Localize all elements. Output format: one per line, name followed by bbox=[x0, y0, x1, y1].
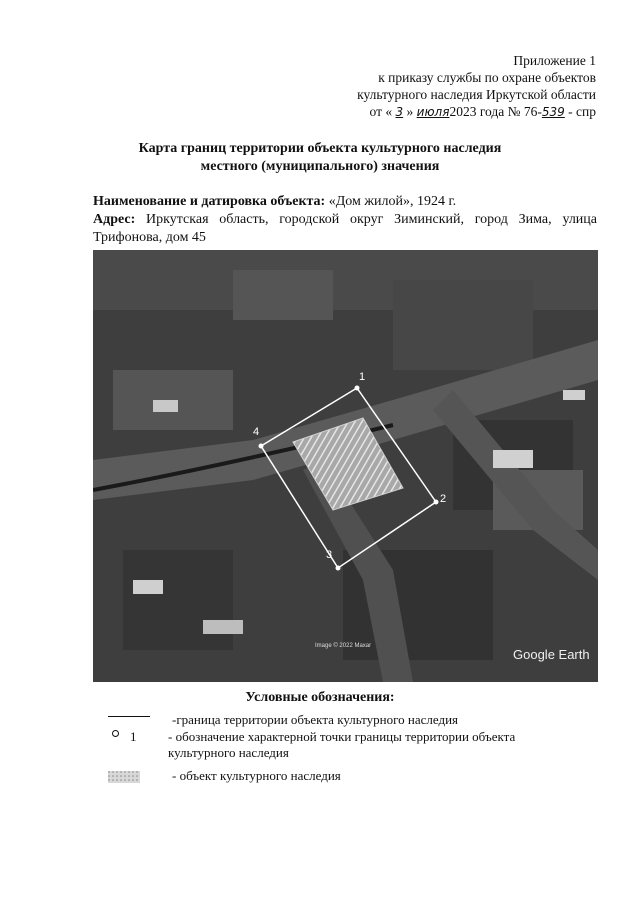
legend-line-symbol bbox=[108, 716, 150, 717]
appendix-line-2: к приказу службы по охране объектов bbox=[378, 70, 596, 85]
map-watermark: Google Earth bbox=[513, 647, 590, 662]
legend-point-symbol bbox=[112, 730, 119, 737]
title-line-2: местного (муниципального) значения bbox=[200, 159, 440, 174]
date-mid: » bbox=[406, 104, 414, 119]
legend-point-text: - обозначение характерной точки границы территории объекта культурного наследия bbox=[168, 729, 516, 760]
legend-hatch-text: - объект культурного наследия bbox=[172, 768, 341, 783]
date-month: июля bbox=[416, 105, 450, 119]
legend-point-number: 1 bbox=[130, 729, 137, 744]
title-line-1: Карта границ территории объекта культурного наследия bbox=[138, 141, 502, 156]
legend-hatch-symbol bbox=[108, 770, 140, 782]
address-value: Иркутская область, городской округ Зиминский, город Зима, улица Трифонова, дом 45 bbox=[93, 212, 598, 245]
point-label-3: 3 bbox=[326, 549, 333, 561]
object-name-label: Наименование и датировка объекта: bbox=[93, 194, 326, 209]
appendix-line-3: культурного наследия Иркутской области bbox=[357, 87, 596, 102]
object-name-value: «Дом жилой», 1924 г. bbox=[328, 194, 457, 209]
date-day: 3 bbox=[395, 105, 404, 119]
order-number: 539 bbox=[541, 105, 565, 119]
point-label-1: 1 bbox=[359, 371, 366, 383]
document-title bbox=[0, 140, 640, 176]
order-suffix: - спр bbox=[568, 104, 596, 119]
appendix-date-line bbox=[357, 103, 596, 121]
satellite-map bbox=[93, 250, 598, 682]
address-line bbox=[93, 211, 597, 247]
point-label-4: 4 bbox=[253, 426, 260, 438]
legend-title: Условные обозначения: bbox=[245, 690, 395, 705]
appendix-line-1: Приложение 1 bbox=[513, 53, 596, 68]
date-prefix: от « bbox=[369, 104, 393, 119]
appendix-header bbox=[357, 52, 596, 121]
date-year: 2023 года № 76- bbox=[449, 104, 542, 119]
point-label-2: 2 bbox=[440, 493, 447, 505]
legend-line-text: -граница территории объекта культурного наследия bbox=[172, 712, 459, 727]
address-label: Адрес: bbox=[93, 212, 136, 227]
map-image bbox=[93, 250, 598, 682]
object-name-line bbox=[93, 193, 597, 211]
map-copyright: Image © 2022 Maxar bbox=[315, 643, 372, 649]
